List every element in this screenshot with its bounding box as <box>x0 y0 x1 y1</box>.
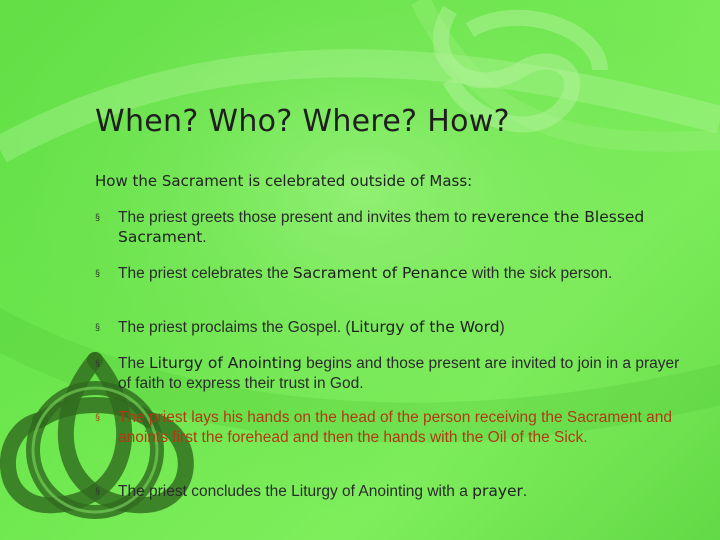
slide-title: When? Who? Where? How? <box>95 104 510 139</box>
bullet-emphasis: Sacrament of Penance <box>292 264 468 282</box>
slide-subtitle: How the Sacrament is celebrated outside of Mass: <box>95 172 473 190</box>
bullet-text: The priest concludes the Liturgy of Anointing with a <box>118 483 473 500</box>
list-item <box>95 208 695 247</box>
bullet-marker: § <box>95 212 101 222</box>
bullet-text: The priest lays his hands on the head of the person receiving the Sacrament and anoints first the forehead and then the hands with the Oil of the Sick. <box>118 409 673 446</box>
bullet-text: The priest proclaims the Gospel. ( <box>118 319 351 336</box>
bullet-text: . <box>522 483 528 500</box>
bullet-text: begins and those present are invited to join in a prayer of faith to express their trust in God. <box>118 355 680 392</box>
bullet-text: The priest celebrates the <box>118 265 293 282</box>
list-item <box>95 408 695 447</box>
bullet-emphasis: Liturgy of Anointing <box>149 354 302 372</box>
list-item <box>95 482 695 502</box>
bullet-text: . <box>202 228 207 246</box>
bullet-text: The priest greets those present and invites them to <box>118 209 472 226</box>
list-item <box>95 318 695 338</box>
bullet-text: with the sick person. <box>467 265 613 282</box>
bullet-emphasis: prayer <box>472 482 523 500</box>
bullet-emphasis: Liturgy of the Word <box>350 318 500 336</box>
bullet-marker: § <box>95 268 101 278</box>
bullet-text: ) <box>499 319 505 336</box>
bullet-emphasis: reverence the Blessed Sacrament <box>118 208 645 246</box>
bullet-marker: § <box>95 486 101 496</box>
bullet-marker: § <box>95 358 101 368</box>
bullet-marker: § <box>95 322 101 332</box>
list-item <box>95 264 695 284</box>
list-item <box>95 354 695 393</box>
bullet-text: The <box>118 355 150 372</box>
bullet-marker: § <box>95 412 101 422</box>
